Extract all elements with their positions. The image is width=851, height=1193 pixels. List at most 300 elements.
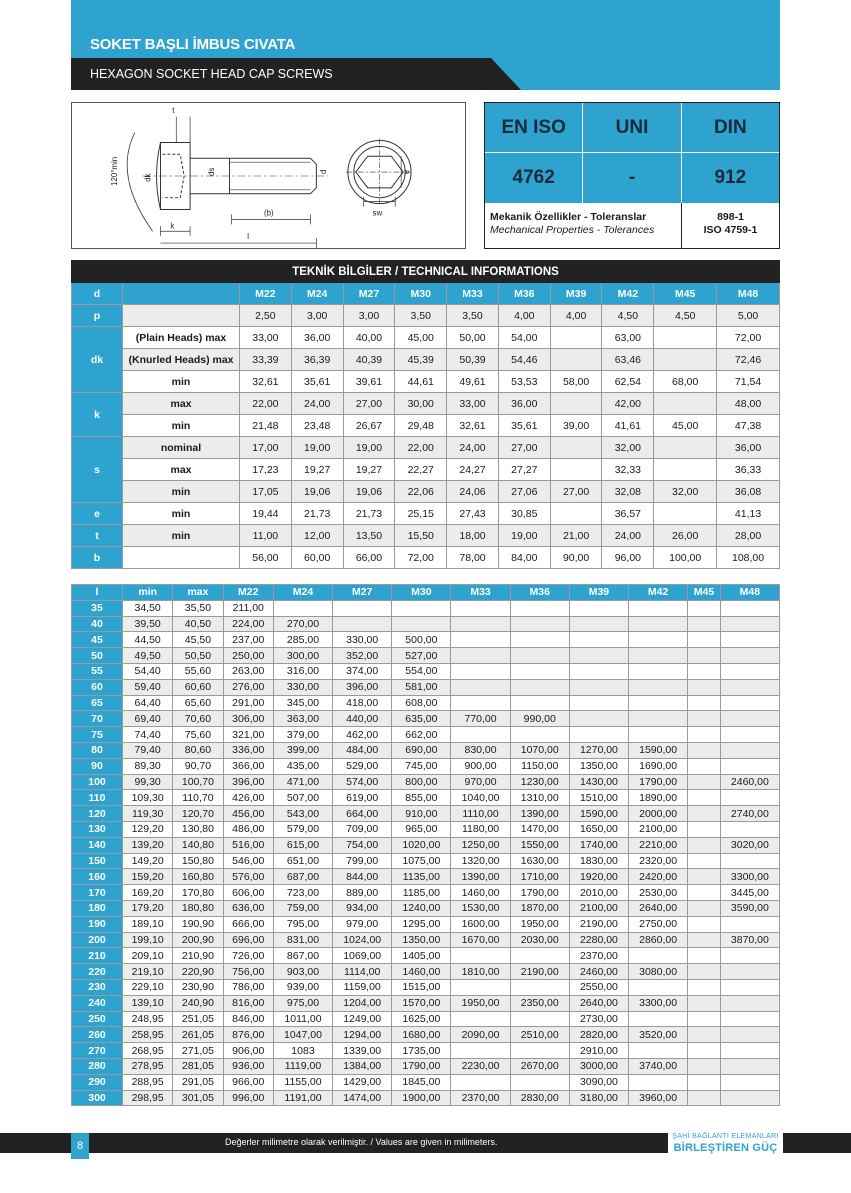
length-cell: 1680,00 (392, 1027, 451, 1043)
length-cell: 456,00 (223, 806, 273, 822)
length-header-cell: max (173, 585, 223, 601)
tech-cell: 84,00 (498, 547, 550, 569)
length-cell: 846,00 (223, 1011, 273, 1027)
tech-cell: 24,00 (291, 393, 343, 415)
length-cell (392, 600, 451, 616)
length-cell: 3090,00 (569, 1074, 628, 1090)
length-cell: 889,00 (333, 885, 392, 901)
mechanical-properties-label (485, 203, 682, 249)
length-header-cell: M24 (273, 585, 332, 601)
tech-cell: 66,00 (343, 547, 395, 569)
length-cell: 55,60 (173, 663, 223, 679)
length-cell (720, 979, 779, 995)
length-cell: 210,90 (173, 948, 223, 964)
label-sw: sw (372, 208, 383, 218)
length-cell: 120,70 (173, 806, 223, 822)
length-cell: 54,40 (123, 663, 173, 679)
label-d: d (319, 169, 329, 175)
length-cell: 3180,00 (569, 1090, 628, 1106)
label-t: t (172, 105, 175, 115)
length-cell: 1011,00 (273, 1011, 332, 1027)
length-cell: 1350,00 (392, 932, 451, 948)
tech-cell: 27,27 (498, 459, 550, 481)
tech-cell: 19,00 (291, 437, 343, 459)
length-cell (629, 600, 688, 616)
length-cell (720, 711, 779, 727)
length-cell: 298,95 (123, 1090, 173, 1106)
tech-row-label: b (72, 547, 123, 569)
tech-row-label: p (72, 305, 123, 327)
length-cell: 664,00 (333, 806, 392, 822)
length-header-cell: M30 (392, 585, 451, 601)
length-label: 110 (72, 790, 123, 806)
length-cell: 240,90 (173, 995, 223, 1011)
length-cell: 1470,00 (510, 821, 569, 837)
length-cell (629, 727, 688, 743)
length-cell (720, 727, 779, 743)
length-cell: 199,10 (123, 932, 173, 948)
length-cell (629, 632, 688, 648)
length-cell (629, 616, 688, 632)
tech-cell: 36,00 (498, 393, 550, 415)
length-cell: 250,00 (223, 648, 273, 664)
length-cell: 756,00 (223, 964, 273, 980)
length-cell (569, 632, 628, 648)
length-cell: 1083 (273, 1043, 332, 1059)
length-row (72, 711, 780, 727)
tech-cell: 45,00 (395, 327, 447, 349)
length-cell: 316,00 (273, 663, 332, 679)
length-cell: 64,40 (123, 695, 173, 711)
label-l: l (247, 232, 250, 242)
length-cell: 636,00 (223, 900, 273, 916)
length-cell (688, 869, 721, 885)
tech-cell: 41,13 (717, 503, 780, 525)
length-cell (688, 758, 721, 774)
length-cell (720, 1027, 779, 1043)
tech-cell: 72,00 (395, 547, 447, 569)
length-label: 200 (72, 932, 123, 948)
tech-row (72, 283, 780, 305)
length-cell: 366,00 (223, 758, 273, 774)
label-e: e (402, 169, 412, 175)
tech-row-sublabel: max (123, 459, 240, 481)
length-cell: 301,05 (173, 1090, 223, 1106)
brand-logo (668, 1131, 783, 1155)
tech-cell: 32,00 (602, 437, 654, 459)
tech-cell (654, 459, 717, 481)
length-cell: 170,80 (173, 885, 223, 901)
length-cell (569, 727, 628, 743)
length-cell: 581,00 (392, 679, 451, 695)
tech-cell: 27,06 (498, 481, 550, 503)
length-cell: 606,00 (223, 885, 273, 901)
tech-row (72, 437, 780, 459)
tech-cell: 50,39 (447, 349, 499, 371)
length-label: 230 (72, 979, 123, 995)
tech-cell: 3,50 (395, 305, 447, 327)
length-cell: 2280,00 (569, 932, 628, 948)
length-cell (510, 600, 569, 616)
length-cell: 45,50 (173, 632, 223, 648)
length-cell: 49,50 (123, 648, 173, 664)
tech-cell: 2,50 (240, 305, 292, 327)
length-cell (569, 695, 628, 711)
length-cell: 1159,00 (333, 979, 392, 995)
length-cell (451, 948, 510, 964)
length-label: 100 (72, 774, 123, 790)
length-cell: 529,00 (333, 758, 392, 774)
length-cell (569, 616, 628, 632)
tech-cell: 32,08 (602, 481, 654, 503)
length-cell: 90,70 (173, 758, 223, 774)
length-cell (688, 964, 721, 980)
length-cell (451, 979, 510, 995)
length-cell: 291,05 (173, 1074, 223, 1090)
length-label: 190 (72, 916, 123, 932)
tech-cell: 4,00 (550, 305, 602, 327)
tech-cell (654, 327, 717, 349)
tech-row (72, 459, 780, 481)
length-cell: 1204,00 (333, 995, 392, 1011)
length-cell: 1270,00 (569, 742, 628, 758)
tech-cell (550, 327, 602, 349)
length-cell (720, 1043, 779, 1059)
length-cell (688, 1058, 721, 1074)
length-row (72, 632, 780, 648)
length-cell: 2100,00 (569, 900, 628, 916)
length-cell: 200,90 (173, 932, 223, 948)
length-label: 45 (72, 632, 123, 648)
tech-cell: 39,00 (550, 415, 602, 437)
length-cell (451, 600, 510, 616)
length-cell: 507,00 (273, 790, 332, 806)
length-cell (688, 916, 721, 932)
length-cell: 554,00 (392, 663, 451, 679)
length-cell: 149,20 (123, 853, 173, 869)
length-cell: 2640,00 (629, 900, 688, 916)
tech-cell: 27,00 (550, 481, 602, 503)
tech-cell: 36,39 (291, 349, 343, 371)
length-cell: 288,95 (123, 1074, 173, 1090)
length-cell: 130,80 (173, 821, 223, 837)
length-cell (688, 695, 721, 711)
length-cell (720, 679, 779, 695)
length-cell: 2230,00 (451, 1058, 510, 1074)
length-cell (688, 742, 721, 758)
length-label: 90 (72, 758, 123, 774)
length-cell: 321,00 (223, 727, 273, 743)
length-cell (688, 900, 721, 916)
length-cell: 1069,00 (333, 948, 392, 964)
length-label: 130 (72, 821, 123, 837)
length-cell (629, 648, 688, 664)
length-cell: 786,00 (223, 979, 273, 995)
length-cell (510, 663, 569, 679)
length-cell: 1350,00 (569, 758, 628, 774)
length-cell (688, 885, 721, 901)
length-cell: 129,20 (123, 821, 173, 837)
length-row (72, 663, 780, 679)
tech-row (72, 349, 780, 371)
length-cell: 876,00 (223, 1027, 273, 1043)
length-cell: 379,00 (273, 727, 332, 743)
tech-cell: 47,38 (717, 415, 780, 437)
length-cell: 979,00 (333, 916, 392, 932)
tech-cell: 108,00 (717, 547, 780, 569)
length-cell: 970,00 (451, 774, 510, 790)
length-cell (688, 837, 721, 853)
tech-cell: 19,27 (343, 459, 395, 481)
length-row (72, 900, 780, 916)
length-cell: 59,40 (123, 679, 173, 695)
length-row (72, 648, 780, 664)
length-cell (688, 932, 721, 948)
length-cell: 1249,00 (333, 1011, 392, 1027)
length-cell: 3870,00 (720, 932, 779, 948)
length-cell: 2530,00 (629, 885, 688, 901)
tech-cell: 60,00 (291, 547, 343, 569)
tech-cell: 19,00 (498, 525, 550, 547)
length-cell: 3300,00 (720, 869, 779, 885)
tech-cell (550, 437, 602, 459)
tech-cell: M39 (550, 283, 602, 305)
tech-cell: M30 (395, 283, 447, 305)
tech-row (72, 525, 780, 547)
length-cell (688, 995, 721, 1011)
length-cell (451, 616, 510, 632)
length-label: 300 (72, 1090, 123, 1106)
length-cell: 330,00 (333, 632, 392, 648)
length-cell: 1110,00 (451, 806, 510, 822)
length-cell: 900,00 (451, 758, 510, 774)
tech-cell: 42,00 (602, 393, 654, 415)
length-cell: 3590,00 (720, 900, 779, 916)
length-cell: 2550,00 (569, 979, 628, 995)
length-cell (510, 727, 569, 743)
length-cell: 662,00 (392, 727, 451, 743)
length-row (72, 979, 780, 995)
length-cell: 1339,00 (333, 1043, 392, 1059)
length-label: 210 (72, 948, 123, 964)
tech-cell: 72,46 (717, 349, 780, 371)
std-header-uni: UNI (583, 103, 681, 153)
length-label: 150 (72, 853, 123, 869)
length-cell: 1040,00 (451, 790, 510, 806)
length-cell: 189,10 (123, 916, 173, 932)
length-cell: 3445,00 (720, 885, 779, 901)
length-header-cell: M33 (451, 585, 510, 601)
length-cell: 3520,00 (629, 1027, 688, 1043)
length-cell: 270,00 (273, 616, 332, 632)
length-cell: 2100,00 (629, 821, 688, 837)
length-row (72, 600, 780, 616)
length-cell: 966,00 (223, 1074, 273, 1090)
tech-cell: 40,00 (343, 327, 395, 349)
length-row (72, 616, 780, 632)
length-cell (569, 648, 628, 664)
length-cell: 2320,00 (629, 853, 688, 869)
tech-cell: 19,06 (291, 481, 343, 503)
length-label: 40 (72, 616, 123, 632)
length-cell: 426,00 (223, 790, 273, 806)
tech-row-sublabel: min (123, 503, 240, 525)
length-table-header (72, 585, 780, 601)
length-cell: 1430,00 (569, 774, 628, 790)
length-cell: 1690,00 (629, 758, 688, 774)
tech-cell: 32,33 (602, 459, 654, 481)
length-header-cell: M39 (569, 585, 628, 601)
length-cell (720, 648, 779, 664)
std-header-en-iso: EN ISO (485, 103, 583, 153)
tech-row (72, 503, 780, 525)
length-label: 120 (72, 806, 123, 822)
length-cell: 1600,00 (451, 916, 510, 932)
length-row (72, 964, 780, 980)
length-cell: 69,40 (123, 711, 173, 727)
tech-cell: 53,53 (498, 371, 550, 393)
length-label: 50 (72, 648, 123, 664)
tech-cell (550, 393, 602, 415)
tech-cell: 4,50 (654, 305, 717, 327)
length-cell: 399,00 (273, 742, 332, 758)
length-cell (451, 1011, 510, 1027)
tech-cell: 78,00 (447, 547, 499, 569)
length-row (72, 1090, 780, 1106)
length-cell: 39,50 (123, 616, 173, 632)
tech-cell: 100,00 (654, 547, 717, 569)
length-header-cell: M48 (720, 585, 779, 601)
length-cell (629, 679, 688, 695)
screw-drawing-svg (72, 103, 465, 248)
tech-cell: 22,06 (395, 481, 447, 503)
length-row (72, 1027, 780, 1043)
length-cell: 74,40 (123, 727, 173, 743)
length-cell (688, 1011, 721, 1027)
length-cell: 1180,00 (451, 821, 510, 837)
length-row (72, 1011, 780, 1027)
tech-cell (550, 459, 602, 481)
page-number: 8 (71, 1133, 89, 1159)
length-row (72, 790, 780, 806)
length-cell: 2510,00 (510, 1027, 569, 1043)
tech-cell: 19,44 (240, 503, 292, 525)
length-cell: 3000,00 (569, 1058, 628, 1074)
length-cell: 229,10 (123, 979, 173, 995)
length-cell: 990,00 (510, 711, 569, 727)
length-header-cell: M27 (333, 585, 392, 601)
length-cell: 276,00 (223, 679, 273, 695)
length-cell: 754,00 (333, 837, 392, 853)
length-cell: 745,00 (392, 758, 451, 774)
length-cell: 363,00 (273, 711, 332, 727)
length-label: 250 (72, 1011, 123, 1027)
length-label: 260 (72, 1027, 123, 1043)
length-cell: 2210,00 (629, 837, 688, 853)
length-cell: 1024,00 (333, 932, 392, 948)
length-cell: 1047,00 (273, 1027, 332, 1043)
length-cell (569, 663, 628, 679)
length-row (72, 679, 780, 695)
length-cell: 687,00 (273, 869, 332, 885)
length-cell (510, 695, 569, 711)
length-cell (629, 695, 688, 711)
length-cell: 248,95 (123, 1011, 173, 1027)
length-cell: 230,90 (173, 979, 223, 995)
length-cell (720, 695, 779, 711)
length-header-cell: M36 (510, 585, 569, 601)
length-row (72, 774, 780, 790)
tech-cell: 18,00 (447, 525, 499, 547)
length-row (72, 885, 780, 901)
length-cell: 799,00 (333, 853, 392, 869)
page-title: SOKET BAŞLI İMBUS CIVATA (90, 36, 296, 53)
length-cell: 1390,00 (510, 806, 569, 822)
tech-row (72, 481, 780, 503)
length-cell: 831,00 (273, 932, 332, 948)
length-label: 75 (72, 727, 123, 743)
length-cell: 261,05 (173, 1027, 223, 1043)
length-cell: 3020,00 (720, 837, 779, 853)
length-cell: 140,80 (173, 837, 223, 853)
length-cell: 1550,00 (510, 837, 569, 853)
length-cell: 1740,00 (569, 837, 628, 853)
length-cell: 70,60 (173, 711, 223, 727)
length-cell (510, 979, 569, 995)
length-cell: 608,00 (392, 695, 451, 711)
tech-cell: 32,61 (447, 415, 499, 437)
length-cell (688, 790, 721, 806)
tech-cell: 11,00 (240, 525, 292, 547)
length-cell: 180,80 (173, 900, 223, 916)
length-cell (451, 727, 510, 743)
tech-cell: 49,61 (447, 371, 499, 393)
length-cell (688, 600, 721, 616)
length-row (72, 869, 780, 885)
length-cell: 709,00 (333, 821, 392, 837)
length-cell: 79,40 (123, 742, 173, 758)
tech-cell (550, 349, 602, 371)
length-label: 70 (72, 711, 123, 727)
length-cell: 1950,00 (510, 916, 569, 932)
length-cell (688, 1090, 721, 1106)
length-cell: 1670,00 (451, 932, 510, 948)
length-cell: 1790,00 (510, 885, 569, 901)
tech-row-sublabel: (Plain Heads) max (123, 327, 240, 349)
length-cell (688, 1027, 721, 1043)
mech-label-en: Mechanical Properties - Tolerances (490, 224, 655, 236)
length-cell: 666,00 (223, 916, 273, 932)
length-cell: 150,80 (173, 853, 223, 869)
length-cell (720, 616, 779, 632)
length-cell (510, 948, 569, 964)
length-cell (688, 663, 721, 679)
length-cell: 1294,00 (333, 1027, 392, 1043)
length-cell: 169,20 (123, 885, 173, 901)
length-cell: 1230,00 (510, 774, 569, 790)
length-cell: 1790,00 (392, 1058, 451, 1074)
length-cell (451, 695, 510, 711)
length-cell (510, 1043, 569, 1059)
tech-cell: 90,00 (550, 547, 602, 569)
tech-row-sublabel: max (123, 393, 240, 415)
tech-cell: 21,73 (291, 503, 343, 525)
length-cell (688, 648, 721, 664)
tech-cell: 24,00 (602, 525, 654, 547)
logo-tagline: ŞAHİ BAĞLANTI ELEMANLARI (672, 1133, 779, 1140)
tech-cell (654, 503, 717, 525)
length-cell: 109,30 (123, 790, 173, 806)
